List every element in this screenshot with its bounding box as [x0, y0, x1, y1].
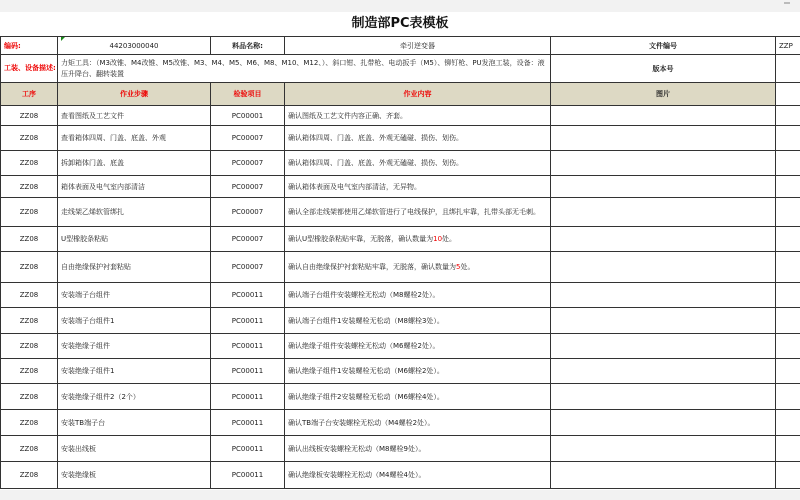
extra-cell[interactable]	[776, 283, 800, 308]
content-count: 10	[433, 235, 443, 243]
pc-table	[0, 36, 800, 489]
picture-cell[interactable]	[551, 359, 776, 384]
table-row	[1, 462, 800, 489]
item-cell[interactable]: PC00007	[211, 198, 285, 227]
step-cell[interactable]: 自由绝缘保护衬套粘贴	[58, 252, 211, 283]
item-cell[interactable]: PC00011	[211, 283, 285, 308]
process-cell[interactable]: ZZ08	[1, 308, 58, 334]
page-title: 制造部PC表模板	[351, 16, 449, 31]
process-cell[interactable]: ZZ08	[1, 410, 58, 436]
table-row	[1, 283, 800, 308]
content-cell[interactable]: 确认绝缘子组件1安装螺栓无松动（M6螺栓2处）。	[285, 359, 551, 384]
process-cell[interactable]: ZZ08	[1, 176, 58, 198]
col-header-extra	[776, 83, 800, 106]
col-header-process: 工序	[1, 83, 58, 106]
item-cell[interactable]: PC00007	[211, 227, 285, 252]
item-cell[interactable]: PC00007	[211, 151, 285, 176]
table-row	[1, 176, 800, 198]
code-value[interactable]: 44203000040	[58, 37, 211, 55]
picture-cell[interactable]	[551, 106, 776, 126]
content-count: 5	[456, 263, 461, 271]
col-header-content: 作业内容	[285, 83, 551, 106]
item-cell[interactable]: PC00011	[211, 359, 285, 384]
window-top-bar	[0, 0, 800, 12]
step-cell[interactable]: 查看图纸及工艺文件	[58, 106, 211, 126]
step-cell[interactable]: 安装绝缘板	[58, 462, 211, 489]
content-cell[interactable]: 确认箱体四周、门盖、底盖、外观无磕碰、损伤、划伤。	[285, 126, 551, 151]
extra-cell[interactable]	[776, 227, 800, 252]
version-label: 版本号	[551, 55, 776, 83]
picture-cell[interactable]	[551, 252, 776, 283]
step-cell[interactable]: 安装端子台组件1	[58, 308, 211, 334]
step-cell[interactable]: 安装端子台组件	[58, 283, 211, 308]
col-header-item: 检验项目	[211, 83, 285, 106]
version-value[interactable]	[776, 55, 800, 83]
process-cell[interactable]: ZZ08	[1, 227, 58, 252]
table-row	[1, 106, 800, 126]
content-cell[interactable]: 确认箱体表面及电气室内部清洁，无异物。	[285, 176, 551, 198]
item-cell[interactable]: PC00011	[211, 334, 285, 359]
content-suffix: 处。	[460, 263, 475, 271]
step-cell[interactable]: 走线架乙烯软管绑扎	[58, 198, 211, 227]
process-cell[interactable]: ZZ08	[1, 283, 58, 308]
col-header-picture: 图片	[551, 83, 776, 106]
picture-cell[interactable]	[551, 436, 776, 462]
picture-cell[interactable]	[551, 126, 776, 151]
extra-cell[interactable]	[776, 126, 800, 151]
extra-cell[interactable]	[776, 436, 800, 462]
file-no-label: 文件编号	[551, 37, 776, 55]
item-cell[interactable]: PC00011	[211, 410, 285, 436]
step-cell[interactable]: 安装出线板	[58, 436, 211, 462]
content-cell[interactable]: 确认箱体四周、门盖、底盖、外观无磕碰、损伤、划伤。	[285, 151, 551, 176]
picture-cell[interactable]	[551, 283, 776, 308]
item-cell[interactable]: PC00011	[211, 436, 285, 462]
step-cell[interactable]: 安装绝缘子组件1	[58, 359, 211, 384]
extra-cell[interactable]	[776, 308, 800, 334]
item-cell[interactable]: PC00007	[211, 252, 285, 283]
process-cell[interactable]: ZZ08	[1, 252, 58, 283]
content-text: 确认自由绝缘保护衬套粘贴牢靠，无脱落，确认数量为	[288, 263, 456, 271]
item-cell[interactable]: PC00007	[211, 176, 285, 198]
process-cell[interactable]: ZZ08	[1, 151, 58, 176]
picture-cell[interactable]	[551, 308, 776, 334]
step-cell[interactable]: 安装TB端子台	[58, 410, 211, 436]
process-cell[interactable]: ZZ08	[1, 359, 58, 384]
process-cell[interactable]: ZZ08	[1, 126, 58, 151]
process-cell[interactable]: ZZ08	[1, 334, 58, 359]
content-cell[interactable]: 确认绝缘子组件2安装螺栓无松动（M6螺栓4处）。	[285, 384, 551, 410]
code-label: 编码:	[1, 37, 58, 55]
table-row	[1, 410, 800, 436]
info-row-2	[1, 55, 800, 83]
table-row	[1, 151, 800, 176]
table-row	[1, 359, 800, 384]
step-cell[interactable]: 箱体表面及电气室内部清洁	[58, 176, 211, 198]
step-cell[interactable]: 安装绝缘子组件	[58, 334, 211, 359]
content-cell[interactable]: 确认出线板安装螺栓无松动（M8螺栓9处）。	[285, 436, 551, 462]
extra-cell[interactable]	[776, 334, 800, 359]
content-cell[interactable]: 确认端子台组件安装螺栓无松动（M8螺栓2处）。	[285, 283, 551, 308]
process-cell[interactable]: ZZ08	[1, 198, 58, 227]
item-cell[interactable]: PC00001	[211, 106, 285, 126]
picture-cell[interactable]	[551, 410, 776, 436]
content-cell[interactable]: 确认全部走线架都使用乙烯软管进行了电线保护，且绑扎牢靠，扎带头部无毛刺。	[285, 198, 551, 227]
table-row	[1, 252, 800, 283]
column-header-row	[1, 83, 800, 106]
content-suffix: 处。	[442, 235, 457, 243]
tools-label: 工装、设备描述:	[1, 55, 58, 83]
content-cell[interactable]: 确认图纸及工艺文件内容正确、齐套。	[285, 106, 551, 126]
picture-cell[interactable]	[551, 176, 776, 198]
picture-cell[interactable]	[551, 334, 776, 359]
table-row	[1, 334, 800, 359]
step-cell[interactable]: 安装绝缘子组件2（2个）	[58, 384, 211, 410]
extra-cell[interactable]	[776, 106, 800, 126]
extra-cell[interactable]	[776, 198, 800, 227]
picture-cell[interactable]	[551, 151, 776, 176]
content-cell[interactable]: 确认绝缘子组件安装螺栓无松动（M6螺栓2处）。	[285, 334, 551, 359]
extra-cell[interactable]	[776, 410, 800, 436]
picture-cell[interactable]	[551, 227, 776, 252]
picture-cell[interactable]	[551, 198, 776, 227]
minimize-icon[interactable]	[784, 2, 790, 4]
content-text: 确认U型橡胶条粘贴牢靠，无脱落，确认数量为	[288, 235, 434, 243]
content-cell[interactable]: 确认TB端子台安装螺栓无松动（M4螺栓2处）。	[285, 410, 551, 436]
table-row	[1, 308, 800, 334]
tools-value[interactable]: 力矩工具：（M3改锥、M4改锥、M5改锥、M3、M4、M5、M6、M8、M10、M12、）、斜口钳、扎带枪、电动扳手（M5）、铆钉枪、PU发泡工装，设备：液压升降台、翻转装置	[58, 55, 551, 83]
item-cell[interactable]: PC00011	[211, 462, 285, 489]
process-cell[interactable]: ZZ08	[1, 384, 58, 410]
table-row	[1, 227, 800, 252]
file-no-value[interactable]: ZZP	[776, 37, 800, 55]
process-cell[interactable]: ZZ08	[1, 106, 58, 126]
step-cell[interactable]: 查看箱体四周、门盖、底盖、外观	[58, 126, 211, 151]
content-cell[interactable]	[285, 252, 551, 283]
content-cell[interactable]	[285, 227, 551, 252]
step-cell[interactable]: 拆卸箱体门盖、底盖	[58, 151, 211, 176]
step-cell[interactable]: U型橡胶条粘贴	[58, 227, 211, 252]
picture-cell[interactable]	[551, 384, 776, 410]
part-name-value[interactable]: 牵引逆变器	[285, 37, 551, 55]
extra-cell[interactable]	[776, 384, 800, 410]
content-cell[interactable]: 确认绝缘板安装螺栓无松动（M4螺栓4处）。	[285, 462, 551, 489]
process-cell[interactable]: ZZ08	[1, 436, 58, 462]
window-bottom-bar	[0, 490, 800, 500]
content-cell[interactable]: 确认端子台组件1安装螺栓无松动（M8螺栓3处）。	[285, 308, 551, 334]
col-header-step: 作业步骤	[58, 83, 211, 106]
extra-cell[interactable]	[776, 151, 800, 176]
extra-cell[interactable]	[776, 462, 800, 489]
table-row	[1, 198, 800, 227]
table-row	[1, 436, 800, 462]
item-cell[interactable]: PC00011	[211, 308, 285, 334]
table-row	[1, 126, 800, 151]
table-row	[1, 384, 800, 410]
extra-cell[interactable]	[776, 359, 800, 384]
part-name-label: 料品名称:	[211, 37, 285, 55]
process-cell[interactable]: ZZ08	[1, 462, 58, 489]
picture-cell[interactable]	[551, 462, 776, 489]
item-cell[interactable]: PC00011	[211, 384, 285, 410]
info-row-1	[1, 37, 800, 55]
extra-cell[interactable]	[776, 252, 800, 283]
item-cell[interactable]: PC00007	[211, 126, 285, 151]
cell-comment-marker	[61, 37, 65, 41]
extra-cell[interactable]	[776, 176, 800, 198]
